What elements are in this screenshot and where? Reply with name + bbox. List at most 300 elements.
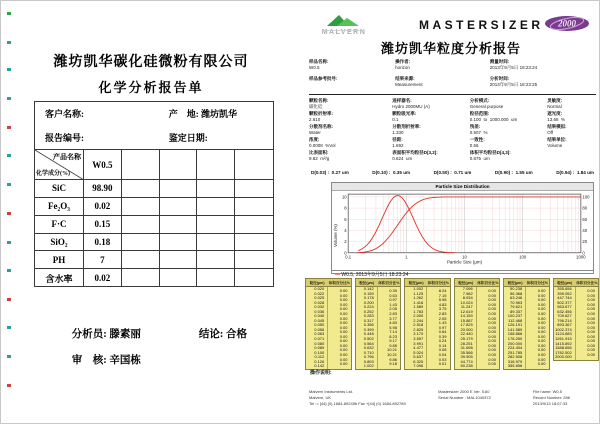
field-label: 结果单位: [547, 137, 567, 142]
field-label: 测量时间: [489, 59, 510, 64]
field-label: 进样器名: [392, 98, 412, 103]
analyst-name: 滕素丽 [109, 329, 141, 340]
size-column [554, 287, 576, 360]
field-label: 分析模式: [469, 98, 490, 103]
size-cell: 0.356 [363, 323, 374, 328]
size-cell: 20.000 [460, 327, 473, 332]
field-value: 0.875 um [469, 156, 490, 162]
volume-cell: 0.00 [488, 343, 496, 348]
volume-cell: 0.00 [587, 325, 595, 330]
size-cell: 6.325 [413, 359, 424, 364]
volume-cell: 0.00 [587, 339, 595, 344]
sample-info-cell [395, 76, 490, 93]
size-cell: 282.508 [507, 355, 523, 360]
percentile-d-values-row [311, 170, 594, 175]
param-cell [392, 124, 469, 137]
size-cell: 0.224 [363, 305, 374, 310]
size-cell: 0.126 [314, 359, 325, 364]
scan-artifact [7, 269, 11, 272]
size-cell: 0.252 [363, 309, 374, 314]
volume-cell: 0.00 [488, 357, 496, 362]
volume-cell: 0.00 [587, 352, 595, 357]
size-cell: 0.089 [314, 346, 325, 351]
size-cell: 2.825 [413, 327, 424, 332]
volume-cell: 0.00 [587, 289, 595, 294]
size-cell: 0.448 [363, 332, 374, 337]
size-cell: 2.518 [413, 323, 424, 328]
volume-cell: 0.00 [488, 325, 496, 330]
field-value: 1.692 [392, 143, 404, 149]
component-name-cell: SiO₂ [35, 234, 84, 252]
size-cell: 355.656 [557, 287, 572, 291]
company-name: 潍坊凯华碳化硅微粉有限公司 [53, 55, 249, 70]
empty-cell [197, 251, 235, 269]
svg-text:2000: 2000 [558, 18, 576, 29]
volume-column-header: 体积百分比% [328, 281, 350, 285]
empty-cell [235, 198, 273, 216]
volume-cell: 0.00 [339, 321, 348, 326]
scan-artifact [7, 68, 11, 71]
size-cell: 355.656 [507, 364, 523, 369]
field-value: General purpose [469, 104, 504, 110]
volume-cell: 0.00 [537, 321, 546, 326]
field-label: 操作者: [395, 59, 411, 64]
volume-cell: 0.00 [537, 298, 546, 303]
empty-cell [160, 216, 198, 234]
size-cell: 158.866 [507, 332, 523, 337]
size-column [455, 287, 477, 369]
volume-cell: 0.00 [537, 330, 546, 335]
d-percentile-value: D(0.90) : 1.55 um [494, 170, 533, 175]
empty-cell [122, 198, 160, 216]
field-label: 样品名称: [309, 59, 329, 64]
param-cell [547, 111, 596, 124]
field-value: 2.610 [309, 117, 321, 123]
volume-cell: 0.64 [438, 330, 447, 335]
legend-label: W0.5, 2013年9月5日 18:23:24 [340, 272, 409, 278]
svg-text:1000: 1000 [576, 254, 586, 260]
size-column-header: 粒径(µm) [408, 281, 424, 285]
footer-line: File name: W0.5 [532, 389, 562, 394]
size-cell: 4.477 [413, 346, 424, 351]
size-cell: 31.698 [460, 346, 473, 351]
component-value-cell: 0.02 [84, 269, 122, 287]
field-label: 灵敏度: [547, 98, 563, 103]
field-value: 1.330 [392, 130, 404, 136]
size-column [356, 287, 378, 369]
chemical-report-table [34, 101, 274, 287]
size-volume-group [305, 278, 352, 370]
size-column [504, 287, 526, 369]
malvern-logo-icon [319, 13, 369, 37]
volume-cell: 0.00 [587, 321, 595, 326]
size-column [306, 287, 328, 369]
size-cell: 632.456 [557, 309, 572, 314]
empty-cell [235, 269, 273, 287]
empty-cell [197, 198, 235, 216]
volume-cell: 0.00 [488, 312, 496, 317]
size-cell: 5.024 [413, 350, 424, 355]
volume-cell: 0.00 [587, 348, 595, 353]
size-volume-group [454, 278, 501, 370]
size-column-header: 粒径(µm) [557, 281, 573, 285]
size-cell: 7.962 [462, 291, 473, 296]
component-value-cell: 7 [84, 251, 122, 269]
size-cell: 12.619 [460, 309, 473, 314]
volume-cell: 0.00 [587, 312, 595, 317]
size-cell: 3.991 [413, 341, 424, 346]
field-value: Water [309, 130, 321, 136]
volume-column [378, 287, 400, 369]
field-label: 残差: [469, 124, 481, 129]
param-cell [309, 150, 392, 163]
svg-text:20: 20 [582, 239, 588, 245]
volume-cell: 9.85 [389, 343, 397, 348]
volume-cell: 0.00 [488, 334, 496, 339]
footer-line: Serial Number : MAL1040372 [438, 395, 491, 400]
scan-artifact [7, 384, 11, 387]
size-cell: 0.032 [314, 305, 325, 310]
field-value: 0.507 % [469, 130, 488, 136]
volume-cell: 9.17 [389, 339, 397, 344]
size-cell: 1415.892 [555, 341, 572, 346]
empty-cell [197, 269, 235, 287]
chart-plot-area [332, 191, 593, 270]
empty-cell [197, 216, 235, 234]
svg-text:0: 0 [344, 250, 347, 256]
volume-cell: 2.83 [438, 312, 447, 317]
size-cell: 178.250 [507, 337, 523, 342]
size-column-header: 粒径(µm) [359, 281, 375, 285]
particle-size-chart [331, 182, 594, 278]
volume-cell: 0.00 [537, 352, 546, 357]
header-field-2: 报告编号: [45, 132, 87, 143]
empty-cell [160, 180, 198, 198]
svg-text:10: 10 [341, 194, 347, 200]
size-cell: 447.744 [557, 296, 572, 301]
volume-cell: 0.00 [339, 316, 348, 321]
field-value: W0.5 [309, 65, 320, 71]
volume-column-header: 体积百分比% [378, 281, 400, 285]
empty-cell [197, 150, 235, 180]
volume-cell: 4.83 [389, 321, 397, 326]
size-cell: 316.979 [507, 359, 523, 364]
size-cell: 1.002 [363, 364, 374, 369]
volume-cell: 0.00 [339, 357, 348, 362]
size-cell: 0.080 [314, 341, 325, 346]
scan-artifact [7, 126, 11, 129]
volume-cell: 0.00 [488, 307, 496, 312]
volume-cell: 10.21 [386, 348, 397, 353]
group-header [455, 279, 500, 287]
volume-cell: 0.00 [587, 302, 595, 307]
param-cell [392, 98, 469, 111]
field-value: Off [547, 130, 554, 136]
size-cell: 0.056 [314, 327, 325, 332]
size-cell: 1002.374 [555, 327, 572, 332]
volume-cell: 0.00 [339, 339, 348, 344]
volume-cell: 0.00 [488, 298, 496, 303]
field-label: 浓度: [309, 137, 320, 142]
size-cell: 10.024 [460, 300, 473, 305]
empty-cell [235, 216, 273, 234]
size-cell: 22.440 [460, 332, 473, 337]
svg-text:1: 1 [405, 254, 408, 260]
field-value: 0.56 [469, 143, 479, 149]
size-cell: 0.796 [363, 355, 374, 360]
header-field-3: 鉴定日期: [168, 132, 210, 143]
size-cell: 2.244 [413, 318, 424, 323]
size-cell: 224.404 [507, 346, 523, 351]
size-volume-group [355, 278, 402, 370]
corner-label-composition: 化学成分(%) [36, 171, 70, 177]
size-cell: 502.377 [557, 300, 572, 305]
size-cell: 25.179 [460, 337, 473, 342]
group-body [356, 287, 401, 369]
component-name-cell: SiC [35, 180, 84, 198]
volume-cell: 0.00 [488, 348, 496, 353]
field-label: 样品参考批号: [309, 76, 338, 81]
field-value: 2013年9月5日 18:23:25 [489, 82, 538, 88]
size-cell: 1782.502 [555, 350, 572, 355]
group-body [405, 287, 450, 369]
param-cell [470, 124, 547, 137]
volume-cell: 0.00 [587, 293, 595, 298]
size-cell: 0.112 [314, 355, 325, 360]
field-value: Volume [547, 143, 563, 149]
group-header [306, 279, 351, 287]
group-body [554, 287, 599, 360]
field-value: 0.624 um [392, 156, 413, 162]
reviewer-label: 审 核: [71, 355, 110, 366]
empty-cell [160, 251, 198, 269]
volume-cell: 0.00 [537, 357, 546, 362]
volume-cell: 0.00 [339, 348, 348, 353]
empty-cell [122, 150, 160, 180]
size-cell: 14.159 [460, 314, 473, 319]
mastersizer-wordmark: MASTERSIZER [419, 18, 544, 32]
component-name-cell: F·C [35, 216, 84, 234]
volume-cell: 0.00 [587, 316, 595, 321]
field-value: 碳化硅 [309, 104, 323, 110]
group-body [504, 287, 549, 369]
volume-cell: 8.24 [438, 289, 447, 294]
size-cell: 7.096 [413, 364, 424, 369]
scan-artifact [7, 212, 11, 215]
size-cell: 0.036 [314, 309, 325, 314]
empty-cell [122, 216, 160, 234]
diagonal-corner-cell [35, 150, 84, 180]
field-label: 颗粒名称: [309, 98, 329, 103]
size-cell: 79.621 [510, 305, 523, 310]
size-cell: 100.237 [507, 314, 523, 319]
size-cell: 112.468 [508, 318, 523, 323]
empty-cell [160, 150, 198, 180]
report-header-fields [35, 102, 273, 150]
svg-text:40: 40 [582, 227, 588, 233]
conclusion-label: 结论: [198, 329, 226, 340]
param-cell [470, 98, 547, 111]
size-cell: 35.566 [460, 350, 473, 355]
size-cell: 0.142 [314, 364, 325, 369]
empty-cell [197, 180, 235, 198]
volume-cell: 0.00 [537, 316, 546, 321]
volume-cell: 2.05 [389, 307, 397, 312]
volume-cell: 0.00 [537, 293, 546, 298]
group-header [504, 279, 549, 287]
field-label: 分散剂折射率: [392, 124, 421, 129]
size-cell: 1.416 [413, 300, 424, 305]
operation-notes-label: 操作说明: [310, 370, 332, 376]
footer-line: Malvern Instruments Ltd. [309, 389, 354, 394]
volume-cell: 0.00 [339, 330, 348, 335]
volume-cell: 0.00 [537, 343, 546, 348]
size-cell: 0.040 [314, 314, 325, 319]
field-label: 表面积平均粒径D[3,2]: [392, 150, 438, 155]
volume-cell: 0.00 [537, 348, 546, 353]
size-cell: 709.627 [557, 314, 572, 319]
volume-cell: 0.00 [488, 293, 496, 298]
volume-cell: 0.00 [537, 362, 546, 367]
field-value: 2013年9月5日 18:23:24 [489, 65, 538, 71]
footer-line: Tel := [44] (0) 1684-892456 Fax +[44] (0) 1684-892789 [309, 401, 406, 406]
empty-cell [160, 269, 198, 287]
volume-cell: 0.00 [339, 312, 348, 317]
volume-cell: 0.00 [587, 307, 595, 312]
size-cell: 563.677 [557, 305, 572, 310]
empty-cell [160, 198, 198, 216]
volume-cell: 0.00 [537, 325, 546, 330]
size-cell: 1.589 [413, 305, 424, 310]
product-name-cell: W0.5 [84, 150, 122, 180]
volume-cell: 0.03 [438, 357, 447, 362]
svg-text:2: 2 [344, 239, 347, 245]
size-cell: 0.063 [314, 332, 325, 337]
size-cell: 0.632 [363, 346, 374, 351]
size-cell: 893.367 [557, 323, 572, 328]
scan-artifact [7, 326, 11, 329]
volume-cell: 9.18 [389, 362, 397, 367]
group-body [455, 287, 500, 369]
scan-artifact [7, 298, 11, 301]
chemical-composition-grid [35, 150, 273, 287]
volume-column-header: 体积百分比% [526, 281, 548, 285]
volume-cell: 0.00 [587, 298, 595, 303]
size-cell: 0.045 [314, 318, 325, 323]
empty-cell [122, 269, 160, 287]
component-value-cell: 98.90 [84, 180, 122, 198]
size-cell: 1.262 [413, 296, 424, 301]
volume-cell: 0.00 [488, 321, 496, 326]
field-value: 0.1 [392, 117, 399, 123]
volume-cell: 0.00 [587, 343, 595, 348]
particle-report-title: 潍坊凯华粒度分析报告 [380, 41, 521, 56]
empty-cell [122, 234, 160, 252]
size-cell: 141.589 [507, 327, 523, 332]
volume-cell: 0.14 [438, 343, 447, 348]
footer-line: Malvern, UK [309, 395, 332, 400]
size-cell: 3.170 [413, 332, 424, 337]
d-percentile-value: D(0.94) : 1.84 um [556, 170, 594, 175]
conclusion-value: 合格 [226, 329, 247, 340]
volume-cell: 0.00 [339, 334, 348, 339]
param-cell [547, 124, 596, 137]
volume-cell: 0.00 [488, 362, 496, 367]
volume-cell: 0.00 [488, 330, 496, 335]
header-divider-rule [309, 94, 596, 95]
volume-cell: 8.23 [389, 334, 397, 339]
size-cell: 200.000 [507, 341, 523, 346]
sample-info-cell [309, 76, 395, 93]
volume-cell: 0.00 [339, 302, 348, 307]
field-label: 分析时间: [489, 76, 510, 81]
header-field-0: 客户名称: [45, 109, 87, 120]
group-header [554, 279, 599, 287]
size-cell: 1588.656 [555, 346, 572, 351]
size-column-header: 粒径(µm) [507, 281, 523, 285]
size-cell: 0.100 [314, 350, 325, 355]
field-label: 颗粒折射率: [309, 111, 333, 116]
legend-line-swatch: — [335, 272, 340, 278]
size-cell: 2000.000 [555, 355, 572, 360]
field-label: 颗粒吸光率: [392, 111, 417, 116]
svg-text:10: 10 [462, 254, 467, 260]
empty-cell [160, 234, 198, 252]
param-cell [547, 137, 596, 150]
volume-cell: 2.83 [389, 312, 397, 317]
size-cell: 0.399 [363, 327, 374, 332]
param-cell [392, 150, 469, 163]
volume-cell: 0.00 [339, 352, 348, 357]
size-cell: 126.191 [507, 323, 523, 328]
size-cell: 15.887 [460, 318, 473, 323]
svg-text:Volume (%): Volume (%) [333, 224, 339, 248]
volume-cell: 2.05 [438, 316, 447, 321]
param-cell [392, 111, 469, 124]
volume-cell: 0.00 [537, 339, 546, 344]
size-cell: 0.502 [363, 337, 374, 342]
group-header [405, 279, 450, 287]
size-cell: 0.159 [363, 291, 374, 296]
volume-cell: 0.00 [488, 289, 496, 294]
svg-text:8: 8 [344, 205, 347, 211]
size-column-header: 粒径(µm) [309, 281, 325, 285]
param-cell [470, 111, 547, 124]
size-cell: 5.637 [413, 355, 424, 360]
field-value: 0.100 to 1000.000 um [469, 117, 518, 123]
volume-cell: 0.08 [438, 348, 447, 353]
size-cell: 17.825 [460, 323, 473, 328]
volume-column [477, 287, 499, 369]
size-cell: 0.893 [363, 359, 374, 364]
footer-file-info [533, 389, 596, 407]
scan-artifact [7, 355, 11, 358]
volume-cell: 3.75 [438, 307, 447, 312]
header-field-1: 产 地: 潍坊凯华 [168, 109, 237, 120]
scan-artifact [7, 154, 11, 157]
group-body [306, 287, 351, 369]
volume-column-header: 体积百分比% [477, 281, 499, 285]
volume-cell: 7.14 [389, 330, 397, 335]
size-cell: 28.251 [460, 341, 473, 346]
component-value-cell: 0.02 [84, 198, 122, 216]
volume-column-header: 体积百分比% [427, 281, 449, 285]
size-cell: 0.317 [363, 318, 374, 323]
volume-cell: 0.00 [587, 334, 595, 339]
measurement-params-grid [309, 98, 596, 163]
empty-cell [235, 234, 273, 252]
volume-cell: 7.15 [438, 293, 447, 298]
